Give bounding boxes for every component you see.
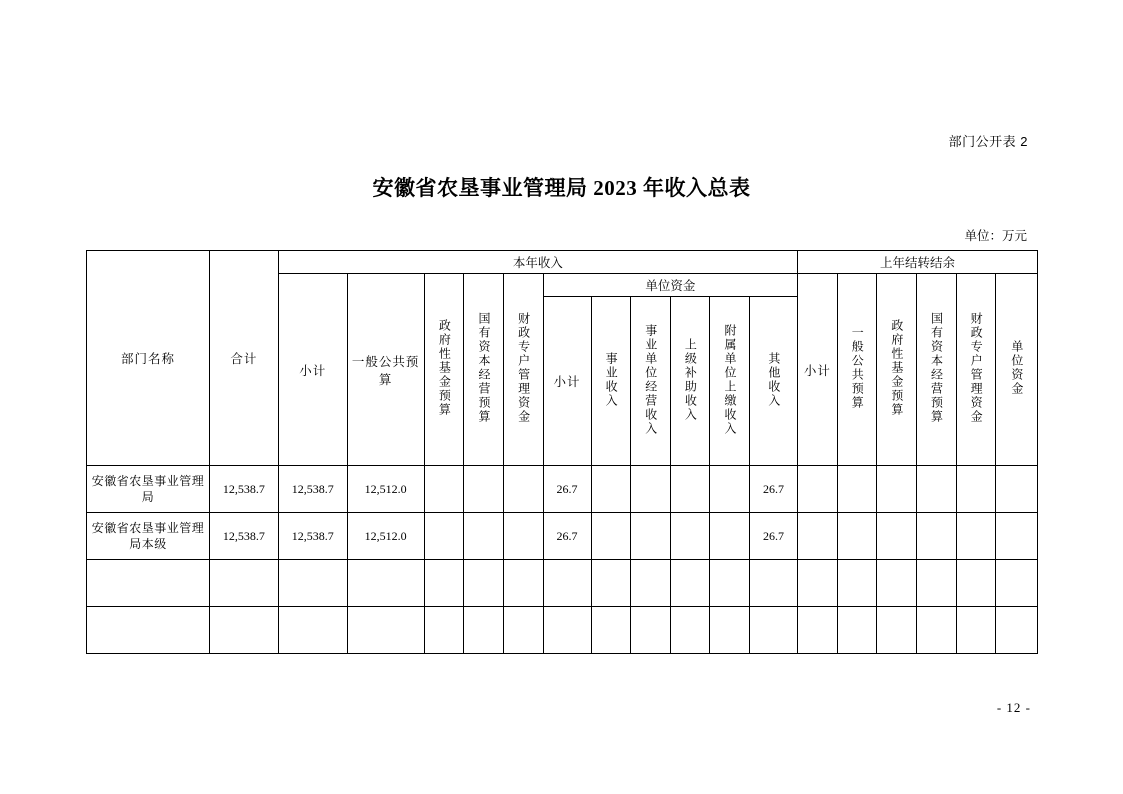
row-unit-funds-subtotal: 26.7 <box>543 513 591 560</box>
row-affiliated-payment <box>710 560 750 607</box>
row-gov-fund-budget <box>424 607 464 654</box>
header-business-income: 事业收入 <box>591 297 631 466</box>
row-state-capital-budget <box>464 466 504 513</box>
row-business-operating-income <box>631 607 671 654</box>
header-last-year-carryover: 上年结转结余 <box>798 251 1038 274</box>
row-gov-fund-budget <box>424 466 464 513</box>
row-ly-subtotal <box>798 607 838 654</box>
row-other-income: 26.7 <box>749 466 797 513</box>
header-superior-subsidy-income: 上级补助收入 <box>670 297 710 466</box>
row-general-public-budget: 12,512.0 <box>347 466 424 513</box>
header-current-year-income: 本年收入 <box>278 251 797 274</box>
header-ly-state-capital-budget: 国有资本经营预算 <box>916 274 956 466</box>
row-ly-gov-fund-budget <box>877 466 917 513</box>
row-unit-funds-subtotal <box>543 607 591 654</box>
row-other-income <box>749 607 797 654</box>
header-unit-funds-subtotal: 小计 <box>543 297 591 466</box>
row-dept-name <box>87 560 210 607</box>
table-row <box>87 560 1038 607</box>
row-dept-name: 安徽省农垦事业管理局 <box>87 466 210 513</box>
row-ly-gov-fund-budget <box>877 513 917 560</box>
header-general-public-budget: 一般公共预算 <box>347 274 424 466</box>
row-ly-subtotal <box>798 513 838 560</box>
row-total <box>210 560 279 607</box>
row-affiliated-payment <box>710 513 750 560</box>
income-summary-table-wrapper <box>86 250 1038 654</box>
row-business-income <box>591 607 631 654</box>
row-ly-subtotal <box>798 466 838 513</box>
row-business-operating-income <box>631 513 671 560</box>
row-ly-state-capital-budget <box>916 560 956 607</box>
income-summary-table <box>86 250 1038 654</box>
row-dept-name: 安徽省农垦事业管理局本级 <box>87 513 210 560</box>
header-ly-gov-fund-budget: 政府性基金预算 <box>877 274 917 466</box>
table-row <box>87 607 1038 654</box>
row-ly-general-public-budget <box>837 466 877 513</box>
row-general-public-budget: 12,512.0 <box>347 513 424 560</box>
header-ly-subtotal: 小计 <box>798 274 838 466</box>
row-unit-funds-subtotal <box>543 560 591 607</box>
row-gov-fund-budget <box>424 513 464 560</box>
row-affiliated-payment <box>710 607 750 654</box>
row-ly-fiscal-special-account <box>956 560 996 607</box>
row-fiscal-special-account <box>503 607 543 654</box>
form-code-label: 部门公开表 2 <box>948 134 1028 149</box>
row-ly-general-public-budget <box>837 607 877 654</box>
row-total <box>210 607 279 654</box>
row-ly-fiscal-special-account <box>956 466 996 513</box>
table-row <box>87 466 1038 513</box>
row-total: 12,538.7 <box>210 466 279 513</box>
row-superior-subsidy <box>670 607 710 654</box>
row-ly-gov-fund-budget <box>877 607 917 654</box>
header-business-unit-operating-income: 事业单位经营收入 <box>631 297 671 466</box>
row-ly-unit-funds <box>996 560 1038 607</box>
row-ly-general-public-budget <box>837 513 877 560</box>
row-unit-funds-subtotal: 26.7 <box>543 466 591 513</box>
header-unit-funds: 单位资金 <box>543 274 797 297</box>
header-state-capital-budget: 国有资本经营预算 <box>464 274 504 466</box>
row-general-public-budget <box>347 607 424 654</box>
row-cy-subtotal: 12,538.7 <box>278 513 347 560</box>
row-other-income: 26.7 <box>749 513 797 560</box>
row-total: 12,538.7 <box>210 513 279 560</box>
row-cy-subtotal <box>278 560 347 607</box>
row-other-income <box>749 560 797 607</box>
row-business-operating-income <box>631 560 671 607</box>
row-ly-general-public-budget <box>837 560 877 607</box>
row-fiscal-special-account <box>503 513 543 560</box>
row-business-operating-income <box>631 466 671 513</box>
row-business-income <box>591 513 631 560</box>
row-ly-state-capital-budget <box>916 607 956 654</box>
row-affiliated-payment <box>710 466 750 513</box>
unit-note-label: 单位：万元 <box>964 229 1027 243</box>
row-dept-name <box>87 607 210 654</box>
row-ly-unit-funds <box>996 607 1038 654</box>
row-business-income <box>591 560 631 607</box>
row-general-public-budget <box>347 560 424 607</box>
row-superior-subsidy <box>670 466 710 513</box>
row-business-income <box>591 466 631 513</box>
row-superior-subsidy <box>670 560 710 607</box>
header-total: 合计 <box>210 251 279 466</box>
row-state-capital-budget <box>464 513 504 560</box>
header-affiliated-unit-payment-income: 附属单位上缴收入 <box>710 297 750 466</box>
row-gov-fund-budget <box>424 560 464 607</box>
row-fiscal-special-account <box>503 466 543 513</box>
row-ly-fiscal-special-account <box>956 513 996 560</box>
row-cy-subtotal: 12,538.7 <box>278 466 347 513</box>
header-ly-fiscal-special-account: 财政专户管理资金 <box>956 274 996 466</box>
header-ly-unit-funds: 单位资金 <box>996 274 1038 466</box>
table-row <box>87 513 1038 560</box>
header-cy-subtotal: 小计 <box>278 274 347 466</box>
row-ly-fiscal-special-account <box>956 607 996 654</box>
row-cy-subtotal <box>278 607 347 654</box>
row-ly-unit-funds <box>996 513 1038 560</box>
header-other-income: 其他收入 <box>749 297 797 466</box>
row-fiscal-special-account <box>503 560 543 607</box>
row-superior-subsidy <box>670 513 710 560</box>
row-ly-subtotal <box>798 560 838 607</box>
row-ly-state-capital-budget <box>916 513 956 560</box>
row-ly-gov-fund-budget <box>877 560 917 607</box>
header-ly-general-public-budget: 一般公共预算 <box>837 274 877 466</box>
row-state-capital-budget <box>464 607 504 654</box>
header-gov-fund-budget: 政府性基金预算 <box>424 274 464 466</box>
header-fiscal-special-account: 财政专户管理资金 <box>503 274 543 466</box>
page-title: 安徽省农垦事业管理局 2023 年收入总表 <box>372 176 751 200</box>
page-number: - 12 - <box>996 700 1031 715</box>
row-ly-state-capital-budget <box>916 466 956 513</box>
row-ly-unit-funds <box>996 466 1038 513</box>
header-dept-name: 部门名称 <box>87 251 210 466</box>
row-state-capital-budget <box>464 560 504 607</box>
